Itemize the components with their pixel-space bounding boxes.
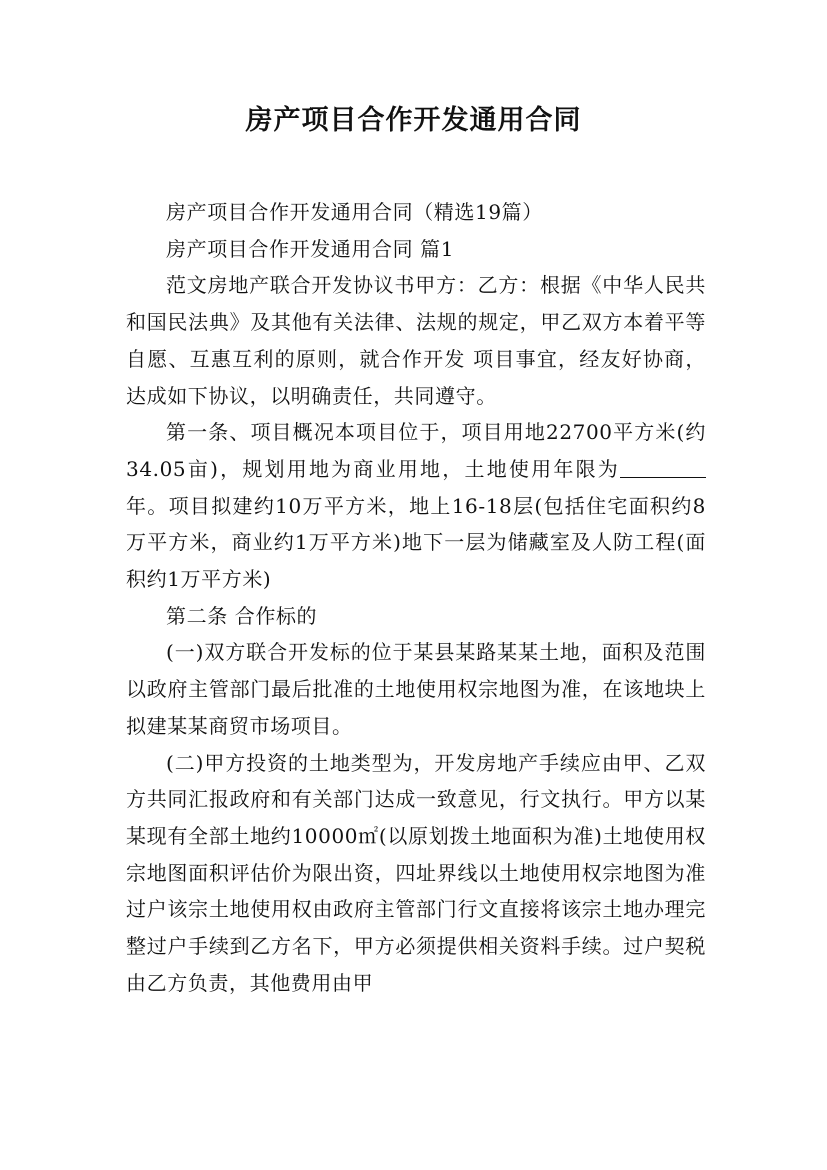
article-heading: 房产项目合作开发通用合同 篇1 [166,236,455,261]
clause2-item1-paragraph: (一)双方联合开发标的位于某县某路某某土地，面积及范围以政府主管部门最后批准的土地使用权宗地图为准，在该地块上拟建某某商贸市场项目。 [126,640,706,738]
clause1-text-part1: 第一条、项目概况本项目位于，项目用地22700平方米(约34.05亩)，规划用地为商业用地，土地使用年限为 [126,420,706,481]
clause1-paragraph [126,414,706,598]
subtitle-paragraph: 房产项目合作开发通用合同（精选19篇） [166,200,543,224]
document-title: 房产项目合作开发通用合同 [245,105,582,136]
clause1-text-part2: 年。项目拟建约10万平方米，地上16-18层(包括住宅面积约8万平方米，商业约1万平方米)地下一层为储藏室及人防工程(面积约1万平方米) [126,493,706,592]
clause2-heading: 第二条 合作标的 [166,603,318,628]
fill-in-blank [620,457,706,478]
intro-paragraph: 范文房地产联合开发协议书甲方：乙方：根据《中华人民共和国民法典》及其他有关法律、法规的规定，甲乙双方本着平等自愿、互惠互利的原则，就合作开发 项目事宜，经友好协商，达成如下协议，以明确责任，共同遵守。 [126,273,706,408]
document-body [126,194,706,1001]
clause2-item2-paragraph: (二)甲方投资的土地类型为，开发房地产手续应由甲、乙双方共同汇报政府和有关部门达成一致意见，行文执行。甲方以某某现有全部土地约10000㎡(以原划拨土地面积为准)土地使用权宗地图面积评估价为限出资，四址界线以土地使用权宗地图为准过户该宗土地使用权由政府主管部门行文直接将该宗土地办理完整过户手续到乙方名下，甲方必须提供相关资料手续。过户契税由乙方负责，其他费用由甲 [126,750,706,995]
